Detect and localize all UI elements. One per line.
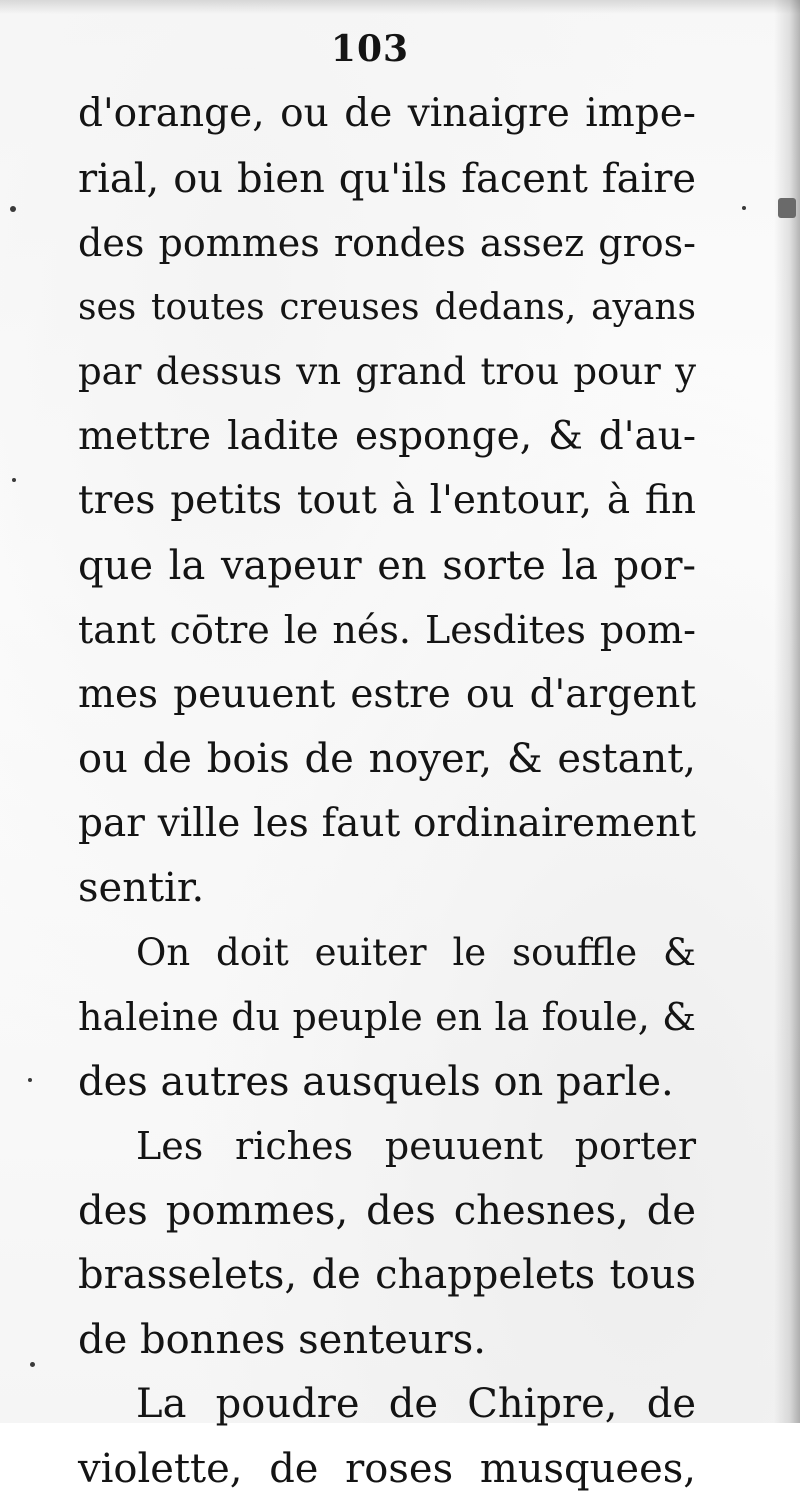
text-line: de bonnes senteurs. (78, 1308, 696, 1373)
text-line: par ville les faut ordinairement (78, 792, 696, 857)
text-line: tant cōtre le nés. Lesdites pom- (78, 598, 696, 663)
ink-speck (10, 206, 16, 212)
ink-speck (30, 1362, 35, 1367)
ink-speck (28, 1078, 32, 1082)
text-line: ou de bois de noyer, & estant, (78, 727, 696, 792)
text-line: mettre ladite esponge, & d'au- (78, 405, 696, 470)
binding-mark (778, 198, 796, 218)
page-number: 103 (0, 28, 740, 70)
text-line: brasselets, de chappelets tous (78, 1243, 696, 1308)
text-line: que la vapeur en sorte la por- (78, 534, 696, 599)
text-line: des pommes rondes assez gros- (78, 211, 696, 276)
text-line: mes peuuent estre ou d'argent (78, 663, 696, 728)
text-line: des pommes, des chesnes, de (78, 1179, 696, 1244)
ink-speck (12, 478, 16, 482)
top-edge-shadow (0, 0, 800, 14)
text-line: tres petits tout à l'entour, à fin (78, 469, 696, 534)
text-line: La poudre de Chipre, de (78, 1372, 696, 1437)
text-line: haleine du peuple en la foule, & (78, 985, 696, 1050)
text-line: Les riches peuuent porter (78, 1114, 696, 1179)
text-line: rial, ou bien qu'ils facent faire (78, 147, 696, 212)
text-line: violette, de roses musquees, (78, 1437, 696, 1501)
ink-speck (742, 206, 746, 210)
body-text (78, 82, 696, 1501)
text-line: sentir. (78, 856, 696, 921)
text-line: d'orange, ou de vinaigre impe- (78, 82, 696, 147)
text-line: ses toutes creuses dedans, ayans (78, 276, 696, 341)
text-line: par dessus vn grand trou pour y (78, 340, 696, 405)
text-line: des autres ausquels on parle. (78, 1050, 696, 1115)
text-line: On doit euiter le souffle & (78, 921, 696, 986)
